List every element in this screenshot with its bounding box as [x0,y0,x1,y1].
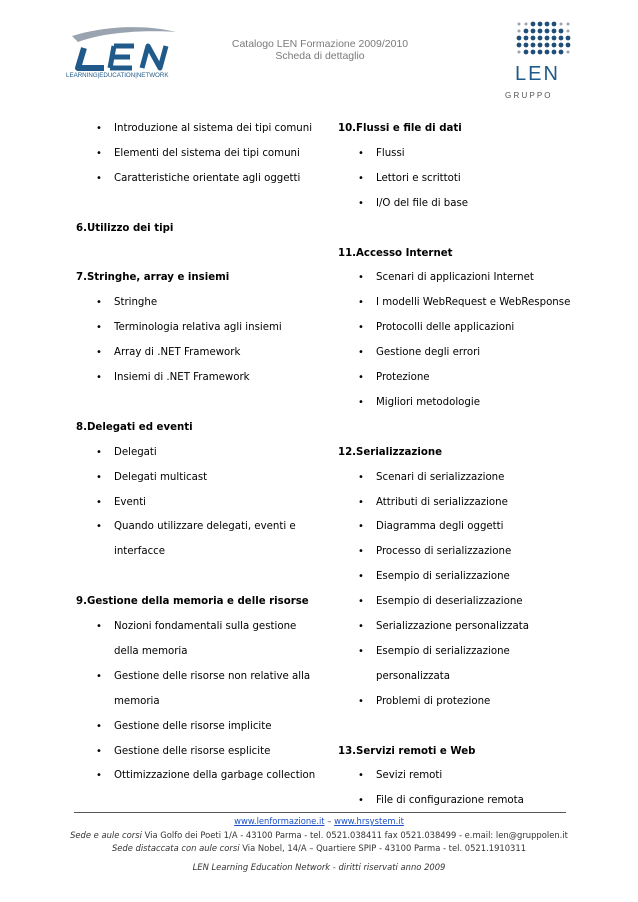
item-text: Gestione delle risorse esplicite [114,745,271,757]
bullet-icon: • [96,745,102,757]
len-gruppo-logo [505,18,585,100]
list-item [358,371,430,396]
logo-dot [559,36,564,41]
list-item [96,496,147,521]
item-text: personalizzata [376,670,450,682]
bullet-icon: • [96,147,102,159]
list-item [358,645,510,670]
logo-dot [560,23,563,26]
list-item [358,570,510,595]
footer-separator: – [324,816,335,826]
item-text: 10.Flussi e file di dati [338,123,462,134]
logo-dot [567,51,570,54]
item-text: Introduzione al sistema dei tipi comuni [114,123,313,134]
item-text: Quando utilizzare delegati, eventi e [114,521,296,533]
item-text: Stringhe [114,297,158,309]
logo-dot [566,36,571,41]
bullet-icon: • [96,172,102,184]
bullet-icon: • [96,521,102,533]
logo-dot [567,30,570,33]
logo-dot [531,43,536,48]
footer-address-main [0,830,638,840]
item-text: Nozioni fondamentali sulla gestione [114,621,297,632]
list-item [96,147,300,172]
item-text: Caratteristiche orientate agli oggetti [114,172,301,184]
item-text: Serializzazione personalizzata [376,621,529,632]
logo-dot [518,30,521,33]
logo-dot [545,36,550,41]
item-text: Scenari di serializzazione [376,471,505,483]
logo-dot [566,43,571,48]
item-text: Gestione delle risorse non relative alla [114,670,311,682]
list-item [358,296,571,321]
bullet-icon: • [96,621,102,632]
item-text: Esempio di deserializzazione [376,596,523,608]
bullet-icon: • [96,670,102,682]
list-item [358,496,508,521]
bullet-icon: • [358,471,364,483]
hrsystem-link[interactable]: www.hrsystem.it [334,816,404,826]
section-heading [338,745,475,770]
item-text: Flussi [376,147,405,159]
logo-dot [531,36,536,41]
logo-dot [538,22,543,27]
bullet-icon: • [96,297,102,309]
logo-dot [552,29,557,34]
bullet-icon: • [96,471,102,483]
section-heading [338,247,452,272]
logo-dot [525,23,528,26]
bullet-icon: • [96,347,102,359]
section-heading [76,595,309,620]
list-item [358,769,443,794]
item-text: Problemi di protezione [376,695,491,707]
item-text: Delegati multicast [114,471,208,483]
item-text: Diagramma degli oggetti [376,521,504,533]
item-text: 7.Stringhe, array e insiemi [76,272,230,284]
bullet-icon: • [358,396,364,408]
logo-dot [552,43,557,48]
bullet-icon: • [358,596,364,608]
list-item [96,371,250,396]
logo-dot [524,50,529,55]
bullet-icon: • [358,645,364,657]
list-item [96,720,272,745]
bullet-icon: • [358,521,364,533]
section-heading [76,222,173,247]
item-text: 9.Gestione della memoria e delle risorse [76,596,309,608]
bullet-icon: • [358,297,364,309]
section-heading [338,446,442,471]
logo-dot [545,50,550,55]
catalog-subtitle: Scheda di dettaglio [275,50,365,62]
bullet-icon: • [358,795,364,807]
bullet-icon: • [96,123,102,134]
footer-distaccata-address: Via Nobel, 14/A – Quartiere SPIP - 43100 Parma - tel. 0521.1910311 [239,843,527,853]
list-item [96,520,296,545]
footer-copyright [0,862,638,872]
logo-dot [545,22,550,27]
logo-dot [559,29,564,34]
list-item [358,545,512,570]
list-item [114,545,165,570]
list-item [358,620,529,645]
list-item [114,645,188,670]
logo-dot [524,36,529,41]
logo-dot [531,29,536,34]
item-text: Elementi del sistema dei tipi comuni [114,147,300,159]
logo-dot [538,50,543,55]
list-item [96,620,297,645]
bullet-icon: • [358,372,364,383]
list-item [358,321,515,346]
bullet-icon: • [96,496,102,508]
list-item [358,346,481,371]
list-item [358,520,504,545]
logo-dot [545,29,550,34]
item-text: 12.Serializzazione [338,446,442,458]
bullet-icon: • [358,571,364,583]
footer-divider [74,812,566,813]
bullet-icon: • [358,546,364,558]
list-item [358,172,461,197]
bullet-icon: • [96,720,102,732]
item-text: 8.Delegati ed eventi [76,421,193,433]
item-text: della memoria [114,645,188,657]
catalog-title: Catalogo LEN Formazione 2009/2010 [231,38,409,50]
lenformazione-link[interactable]: www.lenformazione.it [234,816,325,826]
logo-dot [531,50,536,55]
logo-dot [538,29,543,34]
item-text: Eventi [114,496,147,508]
list-item [96,745,271,770]
bullet-icon: • [358,197,364,209]
item-text: Array di .NET Framework [114,347,241,359]
list-item [96,321,282,346]
bullet-icon: • [96,446,102,458]
list-item [96,769,316,794]
list-item [96,296,158,321]
list-item [358,595,523,620]
list-item [358,396,480,421]
logo-dot [567,23,570,26]
item-text: File di configurazione remota [376,795,524,807]
logo-dot [559,43,564,48]
footer-links [0,816,638,826]
len-logo [64,24,184,80]
item-text: I/O del file di base [376,197,469,209]
item-text: Lettori e scrittoti [376,172,461,184]
item-text: 13.Servizi remoti e Web [338,745,476,757]
item-text: Attributi di serializzazione [376,496,508,508]
bullet-icon: • [96,770,102,782]
bullet-icon: • [358,496,364,508]
item-text: Insiemi di .NET Framework [114,372,250,383]
logo-dot [518,51,521,54]
section-heading [76,421,193,446]
bullet-icon: • [96,322,102,334]
list-item [96,446,157,471]
list-item [358,471,505,496]
list-item [114,695,160,720]
logo-dot [524,43,529,48]
bullet-icon: • [358,322,364,334]
section-heading [338,122,462,147]
logo-dot [518,23,521,26]
logo-dot [559,50,564,55]
logo-dot [524,29,529,34]
list-item [96,670,311,695]
bullet-icon: • [96,372,102,383]
item-text: 11.Accesso Internet [338,247,453,259]
footer-copyright-text: LEN Learning Education Network - diritti riservati anno 2009 [192,862,446,872]
item-text: Scenari di applicazioni Internet [376,272,534,284]
bullet-icon: • [358,272,364,284]
list-item [358,147,405,172]
item-text: Processo di serializzazione [376,546,512,558]
len-logo-tagline: LEARNING|EDUCATION|NETWORK [66,72,169,79]
footer-address-secondary [0,843,638,853]
item-text: Gestione delle risorse implicite [114,720,272,732]
logo-dot [531,22,536,27]
list-item [96,471,208,496]
item-text: Protezione [376,372,430,383]
logo-dot [538,36,543,41]
item-text: memoria [114,695,160,707]
item-text: Delegati [114,446,157,458]
bullet-icon: • [358,770,364,782]
item-text: Terminologia relativa agli insiemi [114,322,282,334]
footer-sede-address: Via Golfo dei Poeti 1/A - 43100 Parma - tel. 0521.038411 fax 0521.038499 - e.mail: len@gruppolen.it [141,830,568,840]
list-item [358,197,469,222]
list-item [376,670,450,695]
item-text: Gestione degli errori [376,347,481,359]
list-item [358,271,534,296]
bullet-icon: • [358,621,364,632]
bullet-icon: • [358,172,364,184]
item-text: 6.Utilizzo dei tipi [76,222,174,234]
list-item [96,122,313,147]
item-text: Sevizi remoti [376,770,443,782]
bullet-icon: • [358,347,364,359]
bullet-icon: • [358,147,364,159]
list-item [96,346,241,371]
item-text: I modelli WebRequest e WebResponse [376,297,571,309]
logo-dot [517,43,522,48]
bullet-icon: • [358,695,364,707]
len-gruppo-wordmark: LEN [515,63,560,85]
logo-dot [552,36,557,41]
logo-dot [552,50,557,55]
logo-dot [545,43,550,48]
item-text: interfacce [114,546,166,558]
logo-dot [517,36,522,41]
logo-dot [552,22,557,27]
footer-distaccata-label: Sede distaccata con aule corsi [111,843,240,853]
section-heading [76,271,229,296]
list-item [96,172,301,197]
list-item [358,695,491,720]
document-header-title [200,38,440,62]
logo-dot [538,43,543,48]
item-text: Ottimizzazione della garbage collection [114,770,316,782]
item-text: Protocolli delle applicazioni [376,322,515,334]
footer-sede-label: Sede e aule corsi [70,830,142,840]
item-text: Migliori metodologie [376,396,480,408]
gruppo-label: G R U P P O [505,91,551,100]
item-text: Esempio di serializzazione [376,645,510,657]
item-text: Esempio di serializzazione [376,571,510,583]
